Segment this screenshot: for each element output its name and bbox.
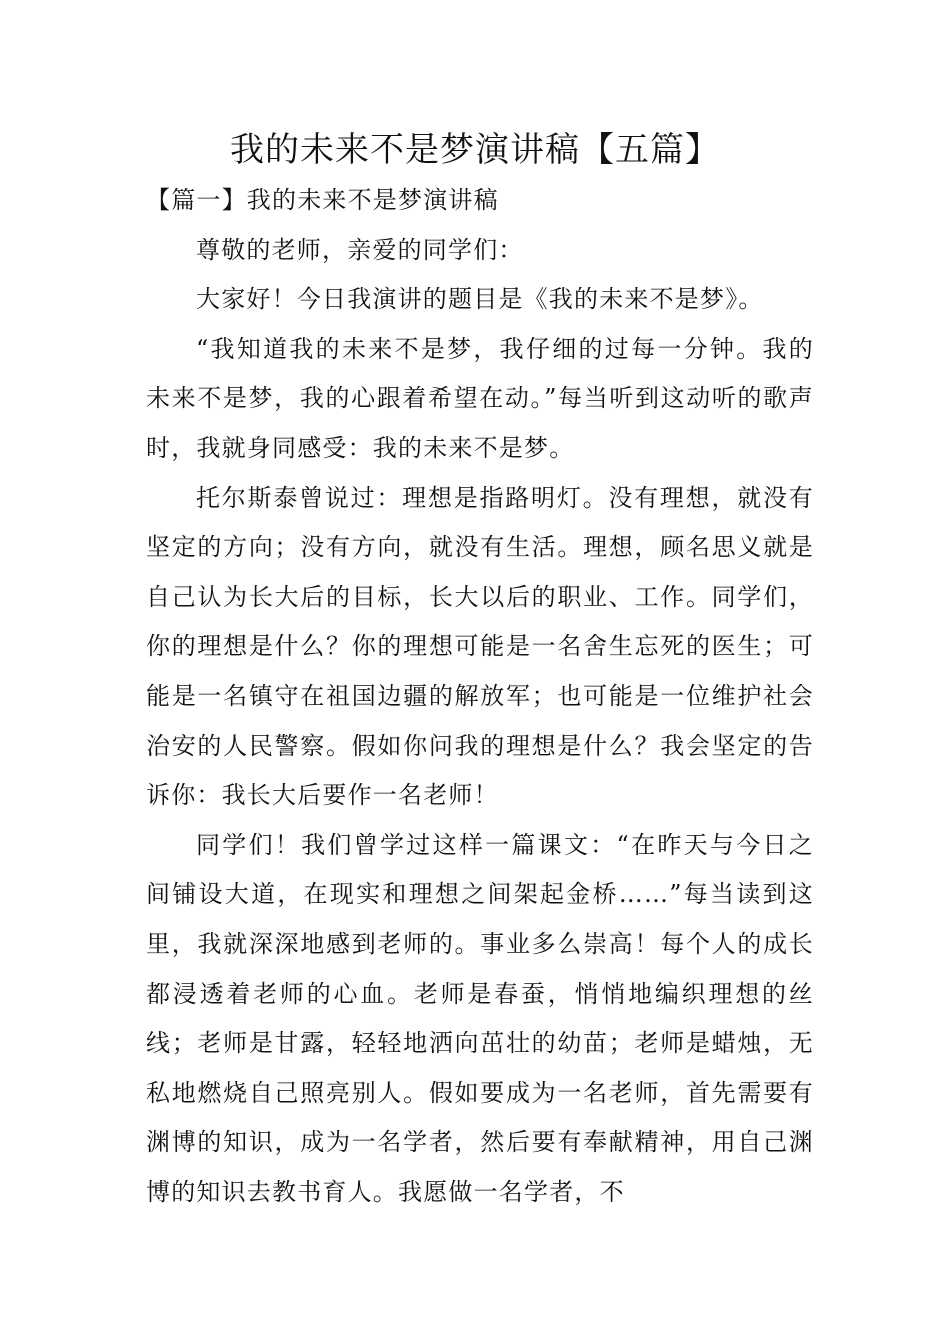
document-title: 我的未来不是梦演讲稿【五篇】: [230, 130, 720, 170]
paragraph-song-quote: “我知道我的未来不是梦，我仔细的过每一分钟。我的未来不是梦，我的心跟着希望在动。”每当听到这动听的歌声时，我就身同感受：我的未来不是梦。: [146, 334, 814, 462]
paragraph-ideal: 托尔斯泰曾说过：理想是指路明灯。没有理想，就没有坚定的方向；没有方向，就没有生活。理想，顾名思义就是自己认为长大后的目标，长大以后的职业、工作。同学们，你的理想是什么？你的理想可能是一名舍生忘死的医生；可能是一名镇守在祖国边疆的解放军；也可能是一位维护社会治安的人民警察。假如你问我的理想是什么？我会坚定的告诉你：我长大后要作一名老师！: [146, 483, 814, 810]
paragraph-intro: 大家好！今日我演讲的题目是《我的未来不是梦》。: [196, 285, 764, 314]
section-heading: 【篇一】我的未来不是梦演讲稿: [146, 186, 499, 214]
paragraph-teacher: 同学们！我们曾学过这样一篇课文：“在昨天与今日之间铺设大道，在现实和理想之间架起金桥……”每当读到这里，我就深深地感到老师的。事业多么崇高！每个人的成长都浸透着老师的心血。老师是春蚕，悄悄地编织理想的丝线；老师是甘露，轻轻地洒向茁壮的幼苗；老师是蜡烛，无私地燃烧自己照亮别人。假如要成为一名老师，首先需要有渊博的知识，成为一名学者，然后要有奉献精神，用自己渊博的知识去教书育人。我愿做一名学者，不: [146, 830, 814, 1206]
paragraph-greeting: 尊敬的老师，亲爱的同学们：: [196, 235, 524, 264]
document-body: [146, 176, 814, 1217]
